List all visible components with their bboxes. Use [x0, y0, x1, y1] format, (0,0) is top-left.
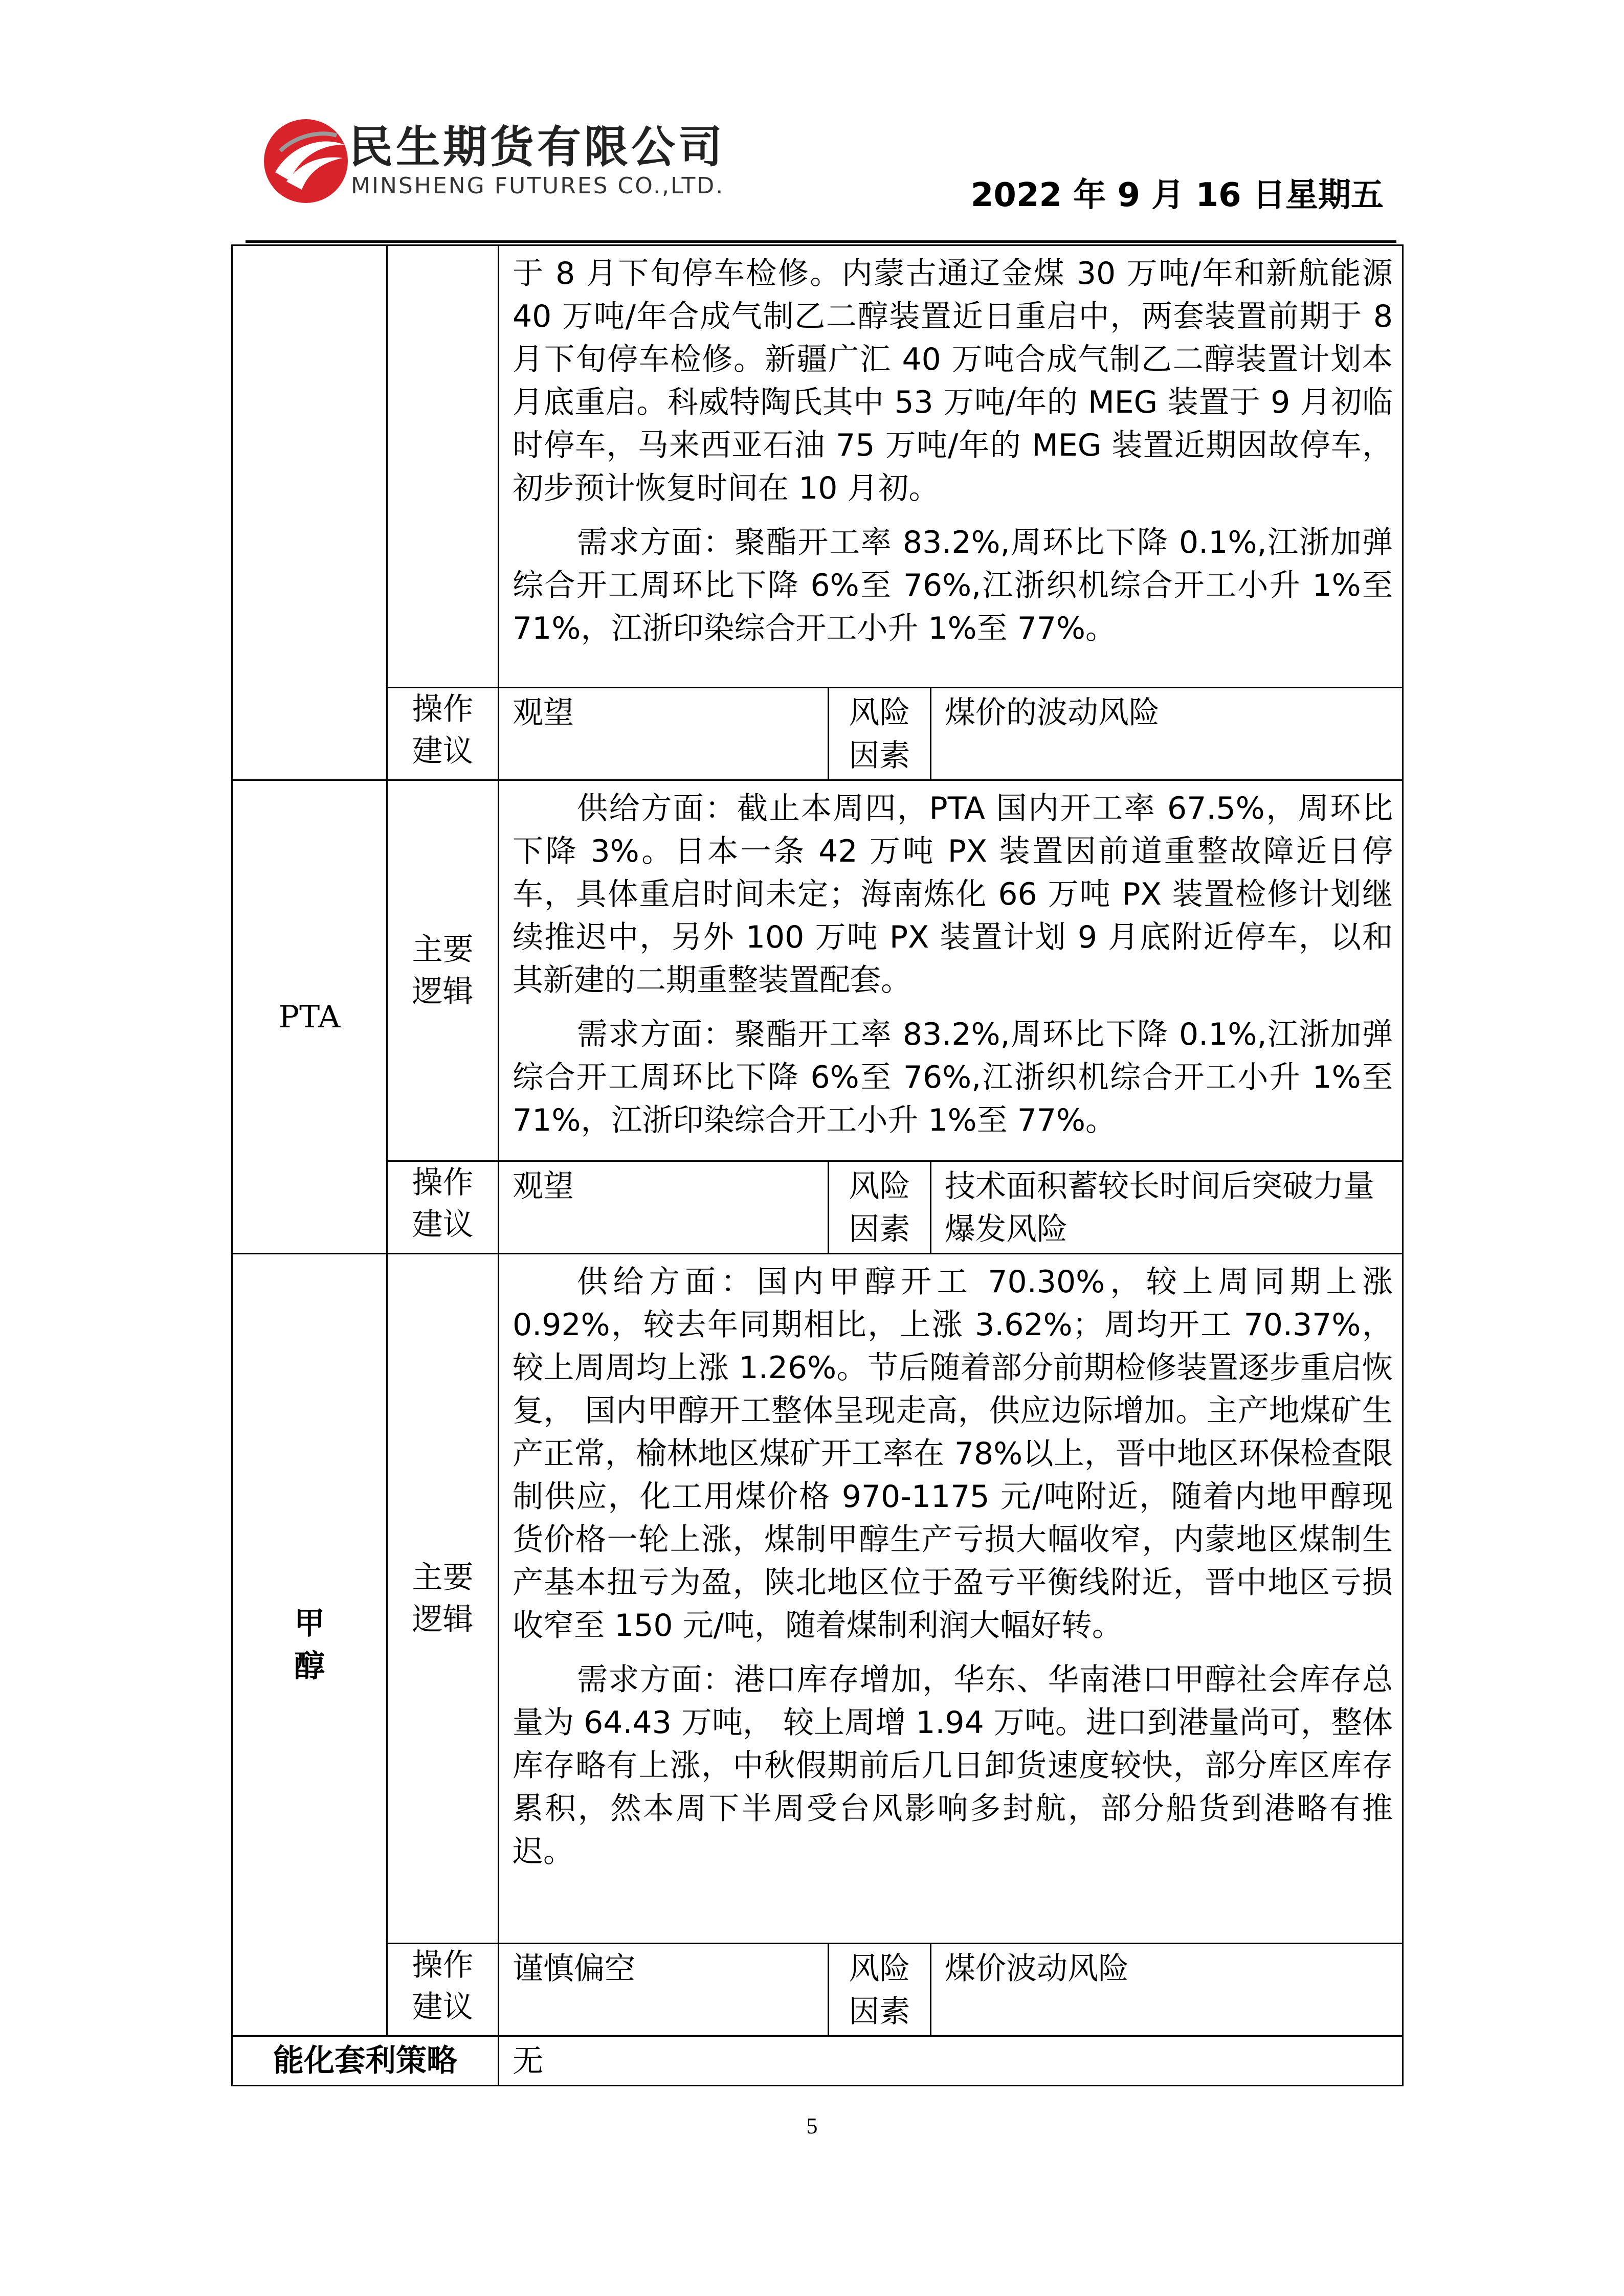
meg-demand-paragraph: 需求方面：聚酯开工率 83.2%,周环比下降 0.1%,江浙加弹综合开工周环比下降 6%至 76%,江浙织机综合开工小升 1%至 71%，江浙印染综合开工小升 1%至 77%。 — [513, 525, 1393, 646]
pta-logic-cell — [499, 780, 1403, 1161]
meg-advice-value: 观望 — [499, 688, 829, 780]
methanol-supply-paragraph: 供给方面：国内甲醇开工 70.30%，较上周同期上涨 0.92%，较去年同期相比，上涨 3.62%；周均开工 70.37%，较上周周均上涨 1.26%。节后随着部分前期检修装置逐步重启恢复， 国内甲醇开工整体呈现走高，供应边际增加。主产地煤矿生产正常，榆林地区煤矿开工率在 78%以上，晋中地区环保检查限制供应，化工用煤价格 970-1175 元/吨附近，随着内地甲醇现货价格一轮上涨，煤制甲醇生产亏损大幅收窄，内蒙地区煤制生产基本扭亏为盈，陕北地区位于盈亏平衡线附近，晋中地区亏损收窄至 150 元/吨，随着煤制利润大幅好转。 — [513, 1264, 1393, 1644]
pta-risk-value: 技术面积蓄较长时间后突破力量爆发风险 — [931, 1161, 1403, 1254]
pta-product-cell: PTA — [232, 780, 387, 1254]
pta-advice-value: 观望 — [499, 1161, 829, 1254]
pta-risk-label: 风险因素 — [829, 1161, 931, 1254]
company-logo — [260, 115, 352, 207]
header-divider — [246, 240, 1396, 243]
methanol-logic-cell — [499, 1254, 1403, 1944]
pta-demand-paragraph: 需求方面：聚酯开工率 83.2%,周环比下降 0.1%,江浙加弹综合开工周环比下降 6%至 76%,江浙织机综合开工小升 1%至 71%，江浙印染综合开工小升 1%至 77%。 — [513, 1017, 1393, 1138]
methanol-demand-paragraph: 需求方面：港口库存增加，华东、华南港口甲醇社会库存总量为 64.43 万吨， 较上周增 1.94 万吨。进口到港量尚可，整体库存略有上涨，中秋假期前后几日卸货速度较快，部分库区库存累积，然本周下半周受台风影响多封航，部分船货到港略有推迟。 — [513, 1662, 1393, 1870]
company-name-cn: 民生期货有限公司 — [349, 122, 725, 173]
meg-supply-paragraph: 于 8 月下旬停车检修。内蒙古通辽金煤 30 万吨/年和新航能源 40 万吨/年合成气制乙二醇装置近日重启中，两套装置前期于 8 月下旬停车检修。新疆广汇 40 万吨合成气制乙二醇装置计划本月底重启。科威特陶氏其中 53 万吨/年的 MEG 装置于 9 月初临时停车，马来西亚石油 75 万吨/年的 MEG 装置近期因故停车，初步预计恢复时间在 10 月初。 — [513, 256, 1393, 506]
company-name-en: MINSHENG FUTURES CO.,LTD. — [351, 173, 725, 199]
pta-logic-row — [232, 780, 1403, 1161]
meg-logic-cell — [499, 245, 1403, 688]
strategy-table — [231, 244, 1404, 2086]
methanol-risk-label: 风险因素 — [829, 1944, 931, 2036]
meg-logic-row — [232, 245, 1403, 688]
report-date: 2022 年 9 月 16 日星期五 — [970, 176, 1384, 214]
methanol-logic-row — [232, 1254, 1403, 1944]
meg-risk-label: 风险因素 — [829, 688, 931, 780]
methanol-risk-value: 煤价波动风险 — [931, 1944, 1403, 2036]
pta-advice-row — [232, 1161, 1403, 1254]
methanol-product-cell: 甲醇 — [232, 1254, 387, 2036]
arbitrage-row — [232, 2036, 1403, 2086]
page-number: 5 — [806, 2113, 818, 2139]
meg-advice-label: 操作建议 — [387, 688, 499, 780]
pta-logic-label: 主要逻辑 — [387, 780, 499, 1161]
meg-advice-row — [232, 688, 1403, 780]
arbitrage-value: 无 — [499, 2036, 1403, 2086]
meg-logic-label-cell — [387, 245, 499, 688]
methanol-logic-label: 主要逻辑 — [387, 1254, 499, 1944]
methanol-advice-label: 操作建议 — [387, 1944, 499, 2036]
meg-risk-value: 煤价的波动风险 — [931, 688, 1403, 780]
pta-advice-label: 操作建议 — [387, 1161, 499, 1254]
meg-product-cell — [232, 245, 387, 780]
pta-supply-paragraph: 供给方面：截止本周四，PTA 国内开工率 67.5%，周环比下降 3%。日本一条 42 万吨 PX 装置因前道重整故障近日停车，具体重启时间未定；海南炼化 66 万吨 PX 装置检修计划继续推迟中，另外 100 万吨 PX 装置计划 9 月底附近停车，以和其新建的二期重整装置配套。 — [513, 791, 1393, 998]
arbitrage-label: 能化套利策略 — [232, 2036, 499, 2086]
methanol-advice-value: 谨慎偏空 — [499, 1944, 829, 2036]
methanol-advice-row — [232, 1944, 1403, 2036]
